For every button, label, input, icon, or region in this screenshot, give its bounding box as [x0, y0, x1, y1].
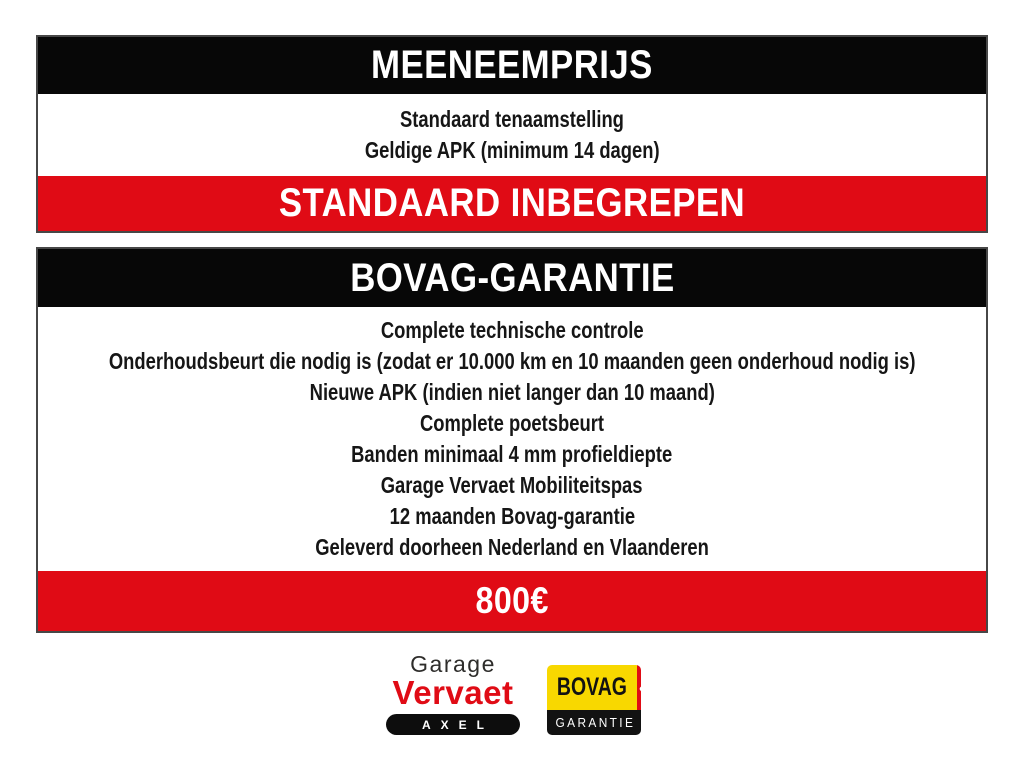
meeneemprijs-header-bar — [38, 37, 986, 94]
bovag-logo-yellow-panel — [547, 665, 637, 710]
footer-logos — [0, 651, 1024, 735]
bovag-garantie-list — [38, 307, 986, 571]
meeneemprijs-included-list — [38, 94, 986, 176]
warranty-item: Complete technische controle — [380, 317, 644, 343]
bovag-logo-black-panel — [547, 710, 641, 735]
bovag-garantie-block — [36, 247, 988, 633]
price-label: 800€ — [475, 580, 549, 621]
standaard-inbegrepen-bar — [38, 176, 986, 231]
price-bar — [38, 571, 986, 631]
included-item: Geldige APK (minimum 14 dagen) — [364, 137, 660, 163]
warranty-item: Banden minimaal 4 mm profieldiepte — [351, 441, 673, 467]
warranty-item: 12 maanden Bovag-garantie — [389, 503, 635, 529]
garage-vervaet-logo — [383, 653, 523, 735]
bovag-logo-red-panel — [637, 665, 641, 710]
warranty-item: Nieuwe APK (indien niet langer dan 10 maand) — [309, 379, 715, 405]
bovag-logo-top — [547, 665, 641, 710]
vervaet-wordmark: Vervaet — [392, 674, 514, 712]
meeneemprijs-block — [36, 35, 988, 233]
warranty-item: Geleverd doorheen Nederland en Vlaanderen — [315, 534, 709, 560]
garantie-label: GARANTIE — [555, 715, 636, 730]
axel-badge: AXEL — [386, 714, 520, 735]
bovag-wordmark: BOVAG — [556, 673, 627, 701]
warranty-item: Garage Vervaet Mobiliteitspas — [381, 472, 643, 498]
checkmark-icon — [637, 675, 641, 701]
included-item: Standaard tenaamstelling — [400, 106, 624, 132]
meeneemprijs-title: MEENEEMPRIJS — [371, 43, 653, 87]
warranty-item: Complete poetsbeurt — [419, 410, 605, 436]
garage-wordmark: Garage — [410, 651, 496, 678]
warranty-item: Onderhoudsbeurt die nodig is (zodat er 10.000 km en 10 maanden geen onderhoud nodig is) — [108, 348, 916, 374]
bovag-garantie-title: BOVAG-GARANTIE — [349, 255, 675, 300]
bovag-garantie-logo — [547, 665, 641, 735]
bovag-garantie-header-bar — [38, 249, 986, 307]
standaard-inbegrepen-label: STANDAARD INBEGREPEN — [278, 181, 746, 225]
